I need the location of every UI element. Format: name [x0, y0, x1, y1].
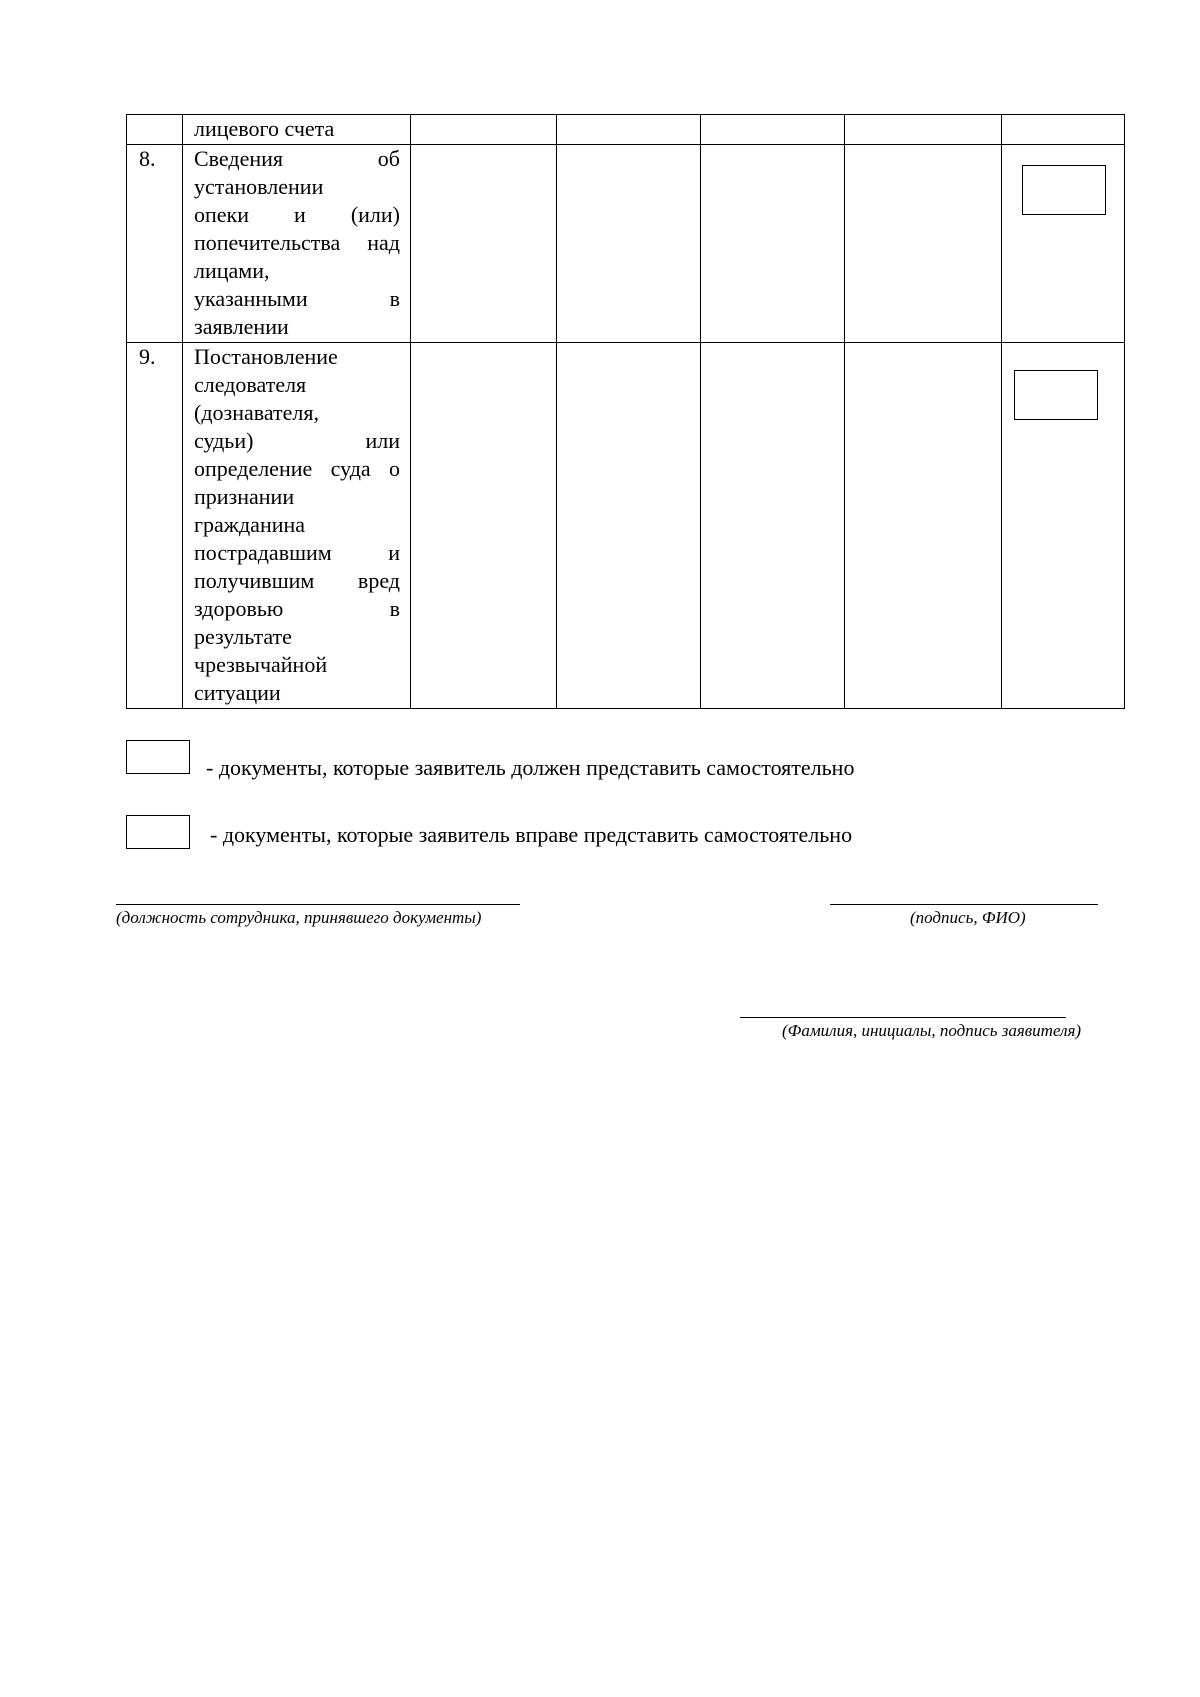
table-cell [701, 145, 845, 343]
employee-signature-line [830, 904, 1098, 905]
table-cell [1002, 145, 1125, 343]
document-name-line: пострадавшим и [194, 540, 400, 565]
document-name-line: лицами, [194, 258, 270, 283]
document-name-line: гражданина [194, 512, 306, 537]
document-name-cell [183, 145, 411, 343]
table-cell [701, 115, 845, 145]
legend-text-may: - документы, которые заявитель вправе представить самостоятельно [210, 822, 853, 847]
employee-position-line [116, 904, 520, 905]
applicant-signature-caption: (Фамилия, инициалы, подпись заявителя) [782, 1021, 1082, 1040]
document-name-line: следователя [194, 372, 307, 397]
table-cell [411, 145, 557, 343]
document-name-line: признании [194, 484, 295, 509]
table-cell [557, 145, 701, 343]
document-name-line: Постановление [194, 344, 338, 369]
document-name-cell [183, 343, 411, 709]
row-number [127, 115, 183, 145]
table-cell [845, 343, 1002, 709]
document-name-line: чрезвычайной [194, 652, 328, 677]
applicant-signature-line [740, 1017, 1066, 1018]
document-name-line: заявлении [194, 314, 289, 339]
document-name-line: установлении [194, 174, 324, 199]
document-name-line: попечительства над [194, 230, 400, 255]
documents-table [126, 114, 1125, 709]
legend-box-may [126, 815, 190, 849]
legend-text-must: - документы, которые заявитель должен представить самостоятельно [206, 755, 855, 780]
document-name-line: (дознавателя, [194, 400, 320, 425]
document-name-line: судьи) или [194, 428, 400, 453]
employee-position-caption: (должность сотрудника, принявшего документы) [116, 908, 482, 927]
document-name-line: получившим вред [194, 568, 400, 593]
table-cell [845, 145, 1002, 343]
table-row [127, 145, 1125, 343]
legend-box-must [126, 740, 190, 774]
row-number: 8. [127, 145, 183, 343]
employee-signature-caption: (подпись, ФИО) [910, 908, 1026, 927]
table-row [127, 343, 1125, 709]
document-name-line: Сведения об [194, 146, 400, 171]
document-name-cell [183, 115, 411, 145]
table-cell [411, 343, 557, 709]
document-type-marker [1014, 370, 1098, 420]
table-cell [845, 115, 1002, 145]
table-row [127, 115, 1125, 145]
document-type-marker [1022, 165, 1106, 215]
document-name-line: результате [194, 624, 292, 649]
table-cell [1002, 343, 1125, 709]
row-number: 9. [127, 343, 183, 709]
document-name-line: лицевого счета [194, 116, 335, 141]
document-name-line: определение суда о [194, 456, 400, 481]
document-name-line: указанными в [194, 286, 400, 311]
table-cell [557, 115, 701, 145]
document-name-line: здоровью в [194, 596, 400, 621]
table-cell [701, 343, 845, 709]
table-cell [1002, 115, 1125, 145]
document-name-line: ситуации [194, 680, 281, 705]
table-cell [557, 343, 701, 709]
document-name-line: опеки и (или) [194, 202, 400, 227]
table-cell [411, 115, 557, 145]
